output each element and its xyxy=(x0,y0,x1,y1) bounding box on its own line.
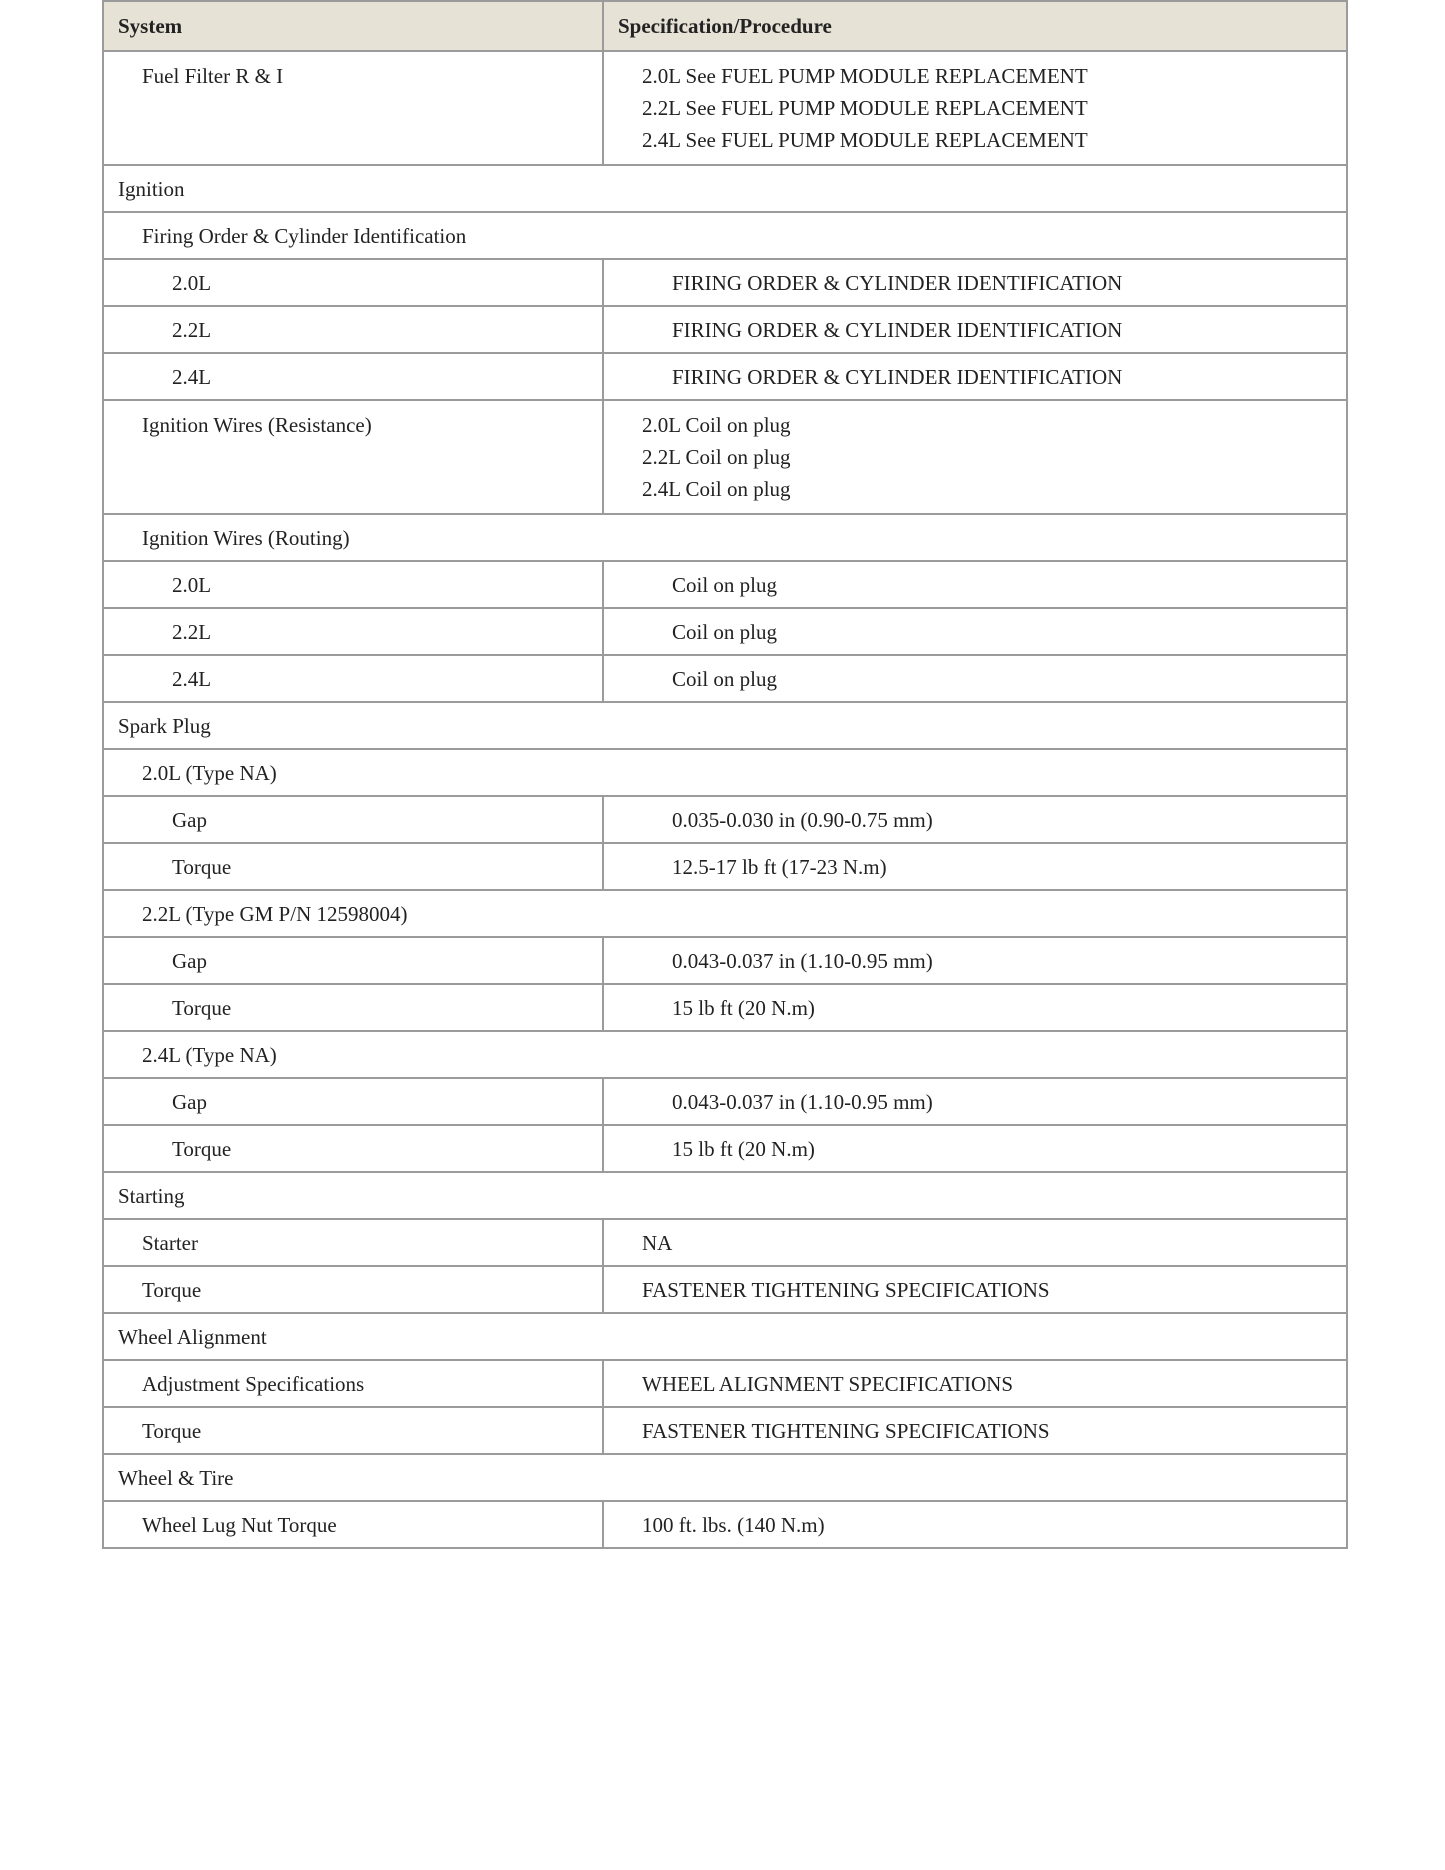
value-line: 2.0L Coil on plug xyxy=(642,413,791,437)
row-value: FIRING ORDER & CYLINDER IDENTIFICATION xyxy=(603,306,1347,353)
row-value: Coil on plug xyxy=(603,655,1347,702)
row-value: NA xyxy=(603,1219,1347,1266)
table-row xyxy=(103,51,1347,165)
subsection-row xyxy=(103,749,1347,796)
table-row xyxy=(103,400,1347,514)
table-row xyxy=(103,259,1347,306)
row-label: Gap xyxy=(103,937,603,984)
table-row xyxy=(103,608,1347,655)
row-label: 2.4L xyxy=(103,353,603,400)
row-value: FASTENER TIGHTENING SPECIFICATIONS xyxy=(603,1266,1347,1313)
table-row xyxy=(103,843,1347,890)
row-label: 2.4L xyxy=(103,655,603,702)
section-row xyxy=(103,1454,1347,1501)
row-value: WHEEL ALIGNMENT SPECIFICATIONS xyxy=(603,1360,1347,1407)
value-line: 2.4L Coil on plug xyxy=(642,477,791,501)
subsection-row xyxy=(103,212,1347,259)
value-line: 2.4L See FUEL PUMP MODULE REPLACEMENT xyxy=(642,128,1088,152)
row-value: FIRING ORDER & CYLINDER IDENTIFICATION xyxy=(603,353,1347,400)
subsection-heading: Firing Order & Cylinder Identification xyxy=(103,212,1347,259)
table-row xyxy=(103,1219,1347,1266)
subsection-heading: 2.2L (Type GM P/N 12598004) xyxy=(103,890,1347,937)
row-value: FASTENER TIGHTENING SPECIFICATIONS xyxy=(603,1407,1347,1454)
table-row xyxy=(103,1125,1347,1172)
table-header-row xyxy=(103,1,1347,51)
row-label: Gap xyxy=(103,1078,603,1125)
subsection-heading: 2.4L (Type NA) xyxy=(103,1031,1347,1078)
column-header-spec: Specification/Procedure xyxy=(603,1,1347,51)
value-line: 2.0L See FUEL PUMP MODULE REPLACEMENT xyxy=(642,64,1088,88)
specifications-table xyxy=(102,0,1348,1549)
subsection-row xyxy=(103,514,1347,561)
row-label: Adjustment Specifications xyxy=(103,1360,603,1407)
section-heading: Wheel Alignment xyxy=(103,1313,1347,1360)
row-value: Coil on plug xyxy=(603,561,1347,608)
value-line: 2.2L Coil on plug xyxy=(642,445,791,469)
table-row xyxy=(103,1501,1347,1548)
row-label: Torque xyxy=(103,1266,603,1313)
row-label: Wheel Lug Nut Torque xyxy=(103,1501,603,1548)
subsection-heading: 2.0L (Type NA) xyxy=(103,749,1347,796)
table-row xyxy=(103,306,1347,353)
section-row xyxy=(103,1172,1347,1219)
section-row xyxy=(103,1313,1347,1360)
section-row xyxy=(103,165,1347,212)
row-value: 12.5-17 lb ft (17-23 N.m) xyxy=(603,843,1347,890)
section-heading: Ignition xyxy=(103,165,1347,212)
subsection-row xyxy=(103,1031,1347,1078)
row-value: 15 lb ft (20 N.m) xyxy=(603,1125,1347,1172)
row-label: Ignition Wires (Resistance) xyxy=(103,400,603,514)
row-label: 2.0L xyxy=(103,259,603,306)
row-label: Starter xyxy=(103,1219,603,1266)
row-value xyxy=(603,51,1347,165)
table-row xyxy=(103,984,1347,1031)
row-label: 2.0L xyxy=(103,561,603,608)
row-label: Torque xyxy=(103,1407,603,1454)
table-row xyxy=(103,353,1347,400)
table-row xyxy=(103,655,1347,702)
row-value: 0.043-0.037 in (1.10-0.95 mm) xyxy=(603,937,1347,984)
row-label: 2.2L xyxy=(103,306,603,353)
section-heading: Spark Plug xyxy=(103,702,1347,749)
row-value: 100 ft. lbs. (140 N.m) xyxy=(603,1501,1347,1548)
section-row xyxy=(103,702,1347,749)
row-value: 0.035-0.030 in (0.90-0.75 mm) xyxy=(603,796,1347,843)
table-row xyxy=(103,937,1347,984)
table-row xyxy=(103,796,1347,843)
row-label: Torque xyxy=(103,843,603,890)
table-row xyxy=(103,1266,1347,1313)
row-label: 2.2L xyxy=(103,608,603,655)
row-value xyxy=(603,400,1347,514)
row-label: Fuel Filter R & I xyxy=(103,51,603,165)
column-header-system: System xyxy=(103,1,603,51)
row-label: Gap xyxy=(103,796,603,843)
table-row xyxy=(103,1407,1347,1454)
table-row xyxy=(103,561,1347,608)
subsection-heading: Ignition Wires (Routing) xyxy=(103,514,1347,561)
subsection-row xyxy=(103,890,1347,937)
row-label: Torque xyxy=(103,1125,603,1172)
value-line: 2.2L See FUEL PUMP MODULE REPLACEMENT xyxy=(642,96,1088,120)
row-value: 15 lb ft (20 N.m) xyxy=(603,984,1347,1031)
row-label: Torque xyxy=(103,984,603,1031)
section-heading: Starting xyxy=(103,1172,1347,1219)
row-value: 0.043-0.037 in (1.10-0.95 mm) xyxy=(603,1078,1347,1125)
section-heading: Wheel & Tire xyxy=(103,1454,1347,1501)
table-row xyxy=(103,1360,1347,1407)
row-value: FIRING ORDER & CYLINDER IDENTIFICATION xyxy=(603,259,1347,306)
row-value: Coil on plug xyxy=(603,608,1347,655)
table-row xyxy=(103,1078,1347,1125)
